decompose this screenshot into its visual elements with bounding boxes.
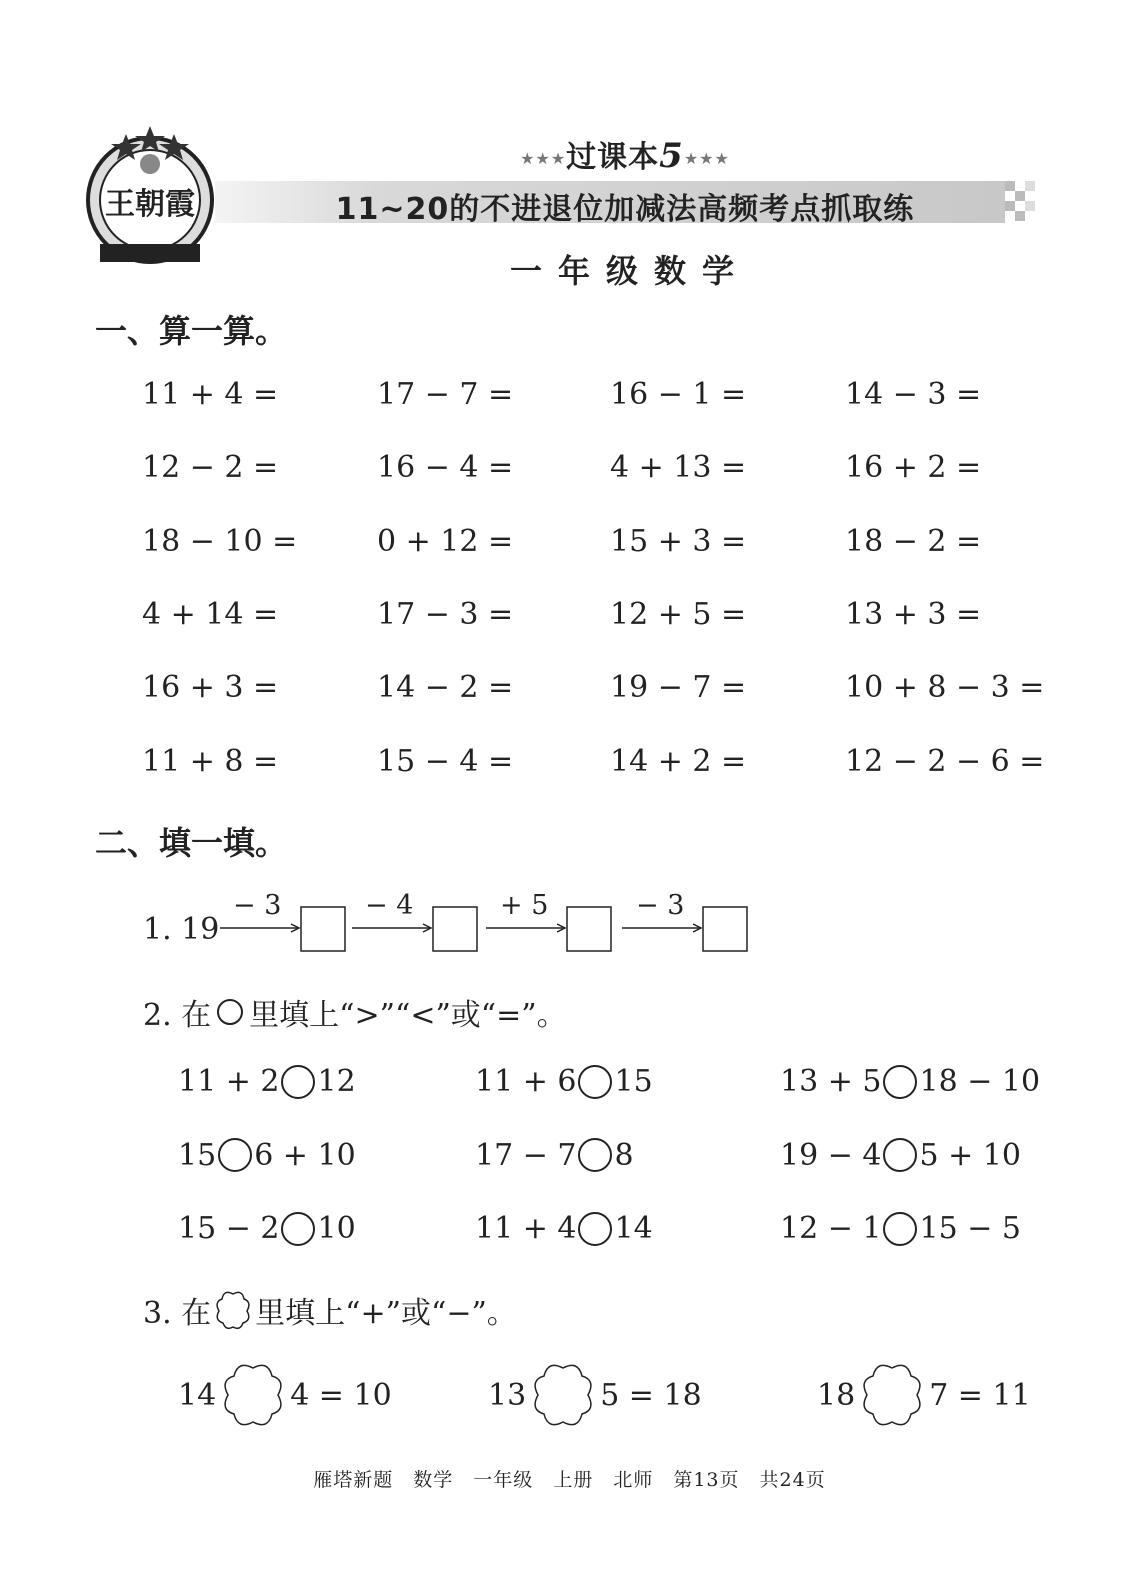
calc-expression: 17 − 7 = bbox=[377, 377, 514, 412]
compare-right: 10 bbox=[317, 1211, 356, 1246]
footer-text: 一年级 bbox=[473, 1469, 534, 1491]
calc-expression: 0 + 12 = bbox=[377, 523, 514, 559]
calc-expression: 15 + 3 = bbox=[610, 523, 747, 559]
footer-text: 第13页 bbox=[673, 1469, 740, 1491]
sign-item bbox=[488, 1362, 702, 1428]
calc-expression: 16 + 3 = bbox=[142, 670, 279, 706]
calc-expression: 15 − 4 = bbox=[377, 743, 514, 779]
sign-flower[interactable] bbox=[530, 1362, 596, 1428]
section1-heading: 一、算一算。 bbox=[95, 312, 288, 350]
answer-box[interactable] bbox=[567, 907, 611, 951]
compare-right: 5 + 10 bbox=[919, 1137, 1021, 1173]
q1-op-4: − 3 bbox=[636, 890, 685, 921]
compare-item bbox=[475, 1064, 653, 1099]
compare-item bbox=[475, 1138, 634, 1173]
compare-left: 17 − 7 bbox=[475, 1137, 577, 1173]
lesson-subtitle: ★★★过课本5★★★ bbox=[520, 136, 730, 176]
sign-flower[interactable] bbox=[859, 1362, 925, 1428]
star-icon: ★★★ bbox=[520, 149, 567, 168]
grade-subject: 一年级数学 bbox=[509, 252, 750, 290]
compare-left: 19 − 4 bbox=[780, 1137, 882, 1173]
calc-expression: 14 − 3 = bbox=[845, 377, 982, 412]
q3-label: 3. 在 里填上“+”或“−”。 bbox=[143, 1288, 517, 1332]
calc-expression: 12 − 2 = bbox=[142, 450, 279, 486]
compare-item bbox=[178, 1211, 356, 1246]
calc-expression: 18 − 2 = bbox=[845, 523, 982, 559]
page-title: 11~20的不进退位加减法高频考点抓取练 bbox=[335, 192, 915, 227]
flower-icon bbox=[215, 1290, 251, 1330]
star-icon: ★★★ bbox=[683, 149, 730, 168]
calc-expression: 13 + 3 = bbox=[845, 596, 982, 632]
brand-logo bbox=[78, 122, 228, 272]
q1-label: 1. 19 bbox=[143, 912, 220, 947]
sign-right: 5 = 18 bbox=[600, 1377, 702, 1413]
compare-item bbox=[178, 1138, 356, 1173]
calc-expression: 14 − 2 = bbox=[377, 670, 514, 706]
compare-circle[interactable] bbox=[883, 1065, 917, 1099]
page-footer bbox=[0, 1465, 1139, 1492]
compare-item bbox=[780, 1138, 1021, 1173]
compare-left: 11 + 4 bbox=[475, 1211, 577, 1246]
section2-heading: 二、填一填。 bbox=[95, 824, 288, 862]
sign-left: 13 bbox=[488, 1377, 527, 1413]
footer-text: 北师 bbox=[613, 1469, 654, 1491]
compare-right: 12 bbox=[317, 1064, 356, 1099]
compare-item bbox=[178, 1064, 356, 1099]
compare-item bbox=[475, 1211, 653, 1246]
calc-expression: 12 − 2 − 6 = bbox=[845, 743, 1045, 779]
compare-circle[interactable] bbox=[218, 1138, 252, 1172]
sign-right: 4 = 10 bbox=[290, 1377, 392, 1413]
compare-circle[interactable] bbox=[578, 1138, 612, 1172]
compare-left: 11 + 2 bbox=[178, 1064, 280, 1099]
calc-expression: 11 + 8 = bbox=[142, 743, 279, 779]
footer-text: 雁塔新题 bbox=[313, 1469, 394, 1491]
compare-item bbox=[780, 1064, 1040, 1099]
sign-right: 7 = 11 bbox=[929, 1377, 1031, 1413]
compare-right: 8 bbox=[614, 1137, 634, 1173]
footer-text: 共24页 bbox=[759, 1469, 826, 1491]
q1-op-1: − 3 bbox=[233, 890, 282, 921]
calc-expression: 14 + 2 = bbox=[610, 743, 747, 779]
q2-label: 2. 在 里填上“>”“<”或“=”。 bbox=[143, 998, 567, 1033]
calc-expression: 4 + 13 = bbox=[610, 450, 747, 486]
compare-left: 15 bbox=[178, 1137, 217, 1173]
calc-expression: 16 − 1 = bbox=[610, 377, 747, 412]
calc-expression: 19 − 7 = bbox=[610, 670, 747, 706]
sign-item bbox=[817, 1362, 1031, 1428]
answer-box[interactable] bbox=[703, 907, 747, 951]
answer-box[interactable] bbox=[433, 907, 477, 951]
logo-text: 王朝霞 bbox=[105, 187, 195, 222]
compare-left: 11 + 6 bbox=[475, 1064, 577, 1099]
calc-expression: 4 + 14 = bbox=[142, 596, 279, 632]
calc-expression: 17 − 3 = bbox=[377, 596, 514, 632]
calc-expression: 12 + 5 = bbox=[610, 596, 747, 632]
compare-right: 18 − 10 bbox=[919, 1064, 1041, 1099]
compare-circle[interactable] bbox=[281, 1212, 315, 1246]
answer-box[interactable] bbox=[301, 907, 345, 951]
calc-expression: 11 + 4 = bbox=[142, 377, 279, 412]
sign-left: 14 bbox=[178, 1377, 217, 1413]
compare-right: 15 − 5 bbox=[919, 1211, 1021, 1246]
sign-flower[interactable] bbox=[220, 1362, 286, 1428]
compare-left: 13 + 5 bbox=[780, 1064, 882, 1099]
sign-left: 18 bbox=[817, 1377, 856, 1413]
calc-expression: 10 + 8 − 3 = bbox=[845, 670, 1045, 706]
compare-item bbox=[780, 1211, 1021, 1246]
calc-expression: 18 − 10 = bbox=[142, 523, 298, 559]
q1-op-3: + 5 bbox=[500, 890, 549, 921]
compare-circle[interactable] bbox=[281, 1065, 315, 1099]
compare-circle[interactable] bbox=[578, 1065, 612, 1099]
sign-item bbox=[178, 1362, 392, 1428]
compare-right: 14 bbox=[614, 1211, 653, 1246]
footer-text: 数学 bbox=[413, 1469, 454, 1491]
circle-icon bbox=[217, 999, 243, 1025]
footer-text: 上册 bbox=[553, 1469, 594, 1491]
compare-circle[interactable] bbox=[883, 1138, 917, 1172]
compare-left: 12 − 1 bbox=[780, 1211, 882, 1246]
calc-expression: 16 − 4 = bbox=[377, 450, 514, 486]
compare-right: 6 + 10 bbox=[254, 1137, 356, 1173]
q1-op-2: − 4 bbox=[365, 890, 414, 921]
compare-right: 15 bbox=[614, 1064, 653, 1099]
compare-circle[interactable] bbox=[883, 1212, 917, 1246]
compare-left: 15 − 2 bbox=[178, 1211, 280, 1246]
calc-expression: 16 + 2 = bbox=[845, 450, 982, 486]
compare-circle[interactable] bbox=[578, 1212, 612, 1246]
